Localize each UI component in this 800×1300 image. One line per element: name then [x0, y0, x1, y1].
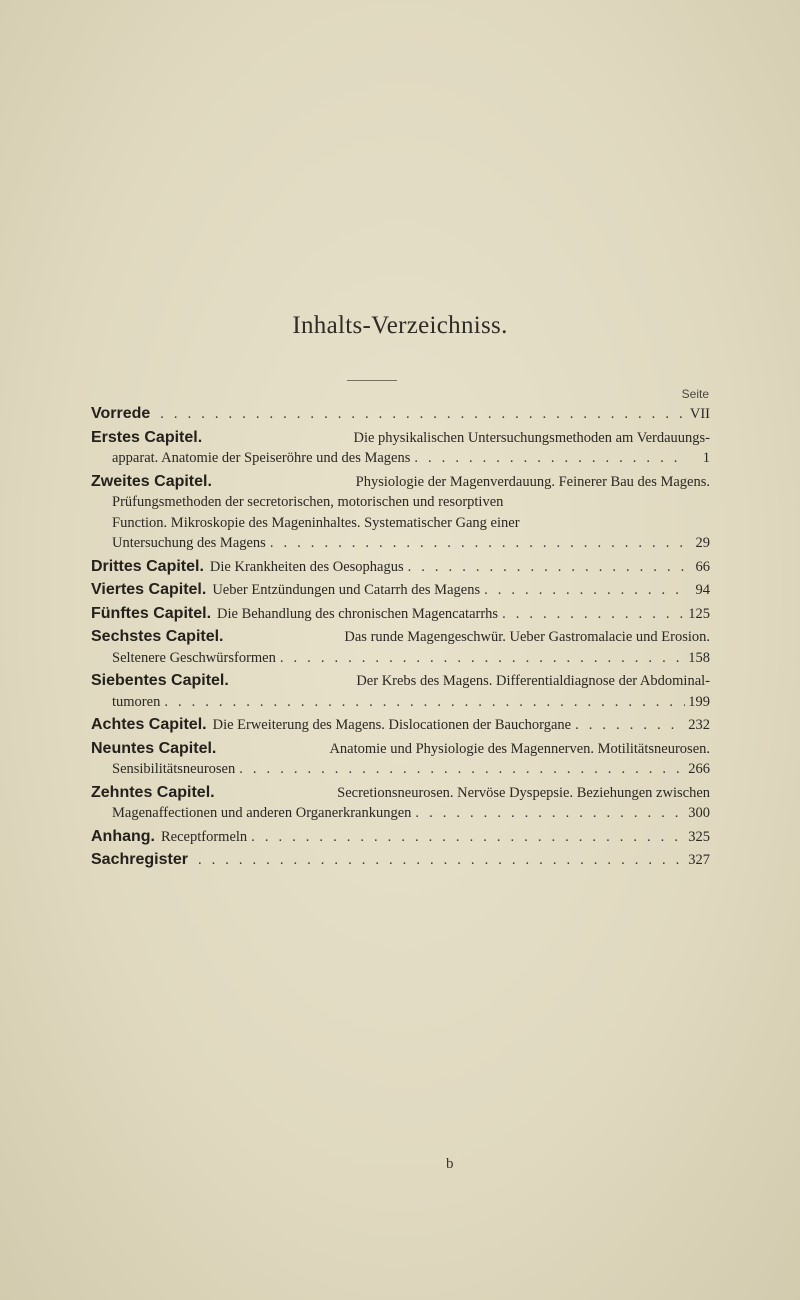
toc-entry-text: Physiologie der Magenverdauung. Feinerer Bau des Magens. [355, 473, 710, 490]
table-of-contents [91, 404, 710, 874]
toc-entry-text: Ueber Entzündungen und Catarrh des Magens [212, 582, 481, 598]
toc-page-number: 94 [695, 582, 710, 598]
toc-entry [91, 472, 710, 554]
toc-entry-text: Die Erweiterung des Magens. Dislocationen der Bauchorgane [212, 717, 572, 733]
toc-entry [91, 627, 710, 668]
toc-entry-text: Die Behandlung des chronischen Magencatarrhs [217, 605, 499, 622]
toc-entry [91, 580, 710, 601]
toc-entry-text: Untersuchung des Magens [112, 535, 266, 551]
toc-entry-text: Magenaffectionen und anderen Organerkrankungen [112, 805, 412, 821]
toc-entry [91, 604, 710, 625]
toc-entry-line [91, 513, 710, 534]
toc-chapter-heading: Vorrede [91, 405, 151, 422]
toc-page-number: 232 [688, 717, 710, 733]
toc-page-number: 158 [688, 649, 710, 666]
toc-entry-text: Die Krankheiten des Oesophagus [209, 558, 404, 575]
toc-entry [91, 671, 710, 712]
toc-chapter-heading: Sechstes Capitel. [91, 628, 224, 645]
dot-leader [251, 827, 685, 848]
toc-entry-line [91, 557, 710, 578]
toc-entry-text: Das runde Magengeschwür. Ueber Gastromalacie und Erosion. [344, 629, 710, 645]
dot-leader [415, 803, 685, 824]
toc-chapter-heading: Neuntes Capitel. [91, 739, 217, 757]
toc-chapter-heading: Zehntes Capitel. [91, 783, 215, 801]
signature-mark: b [446, 1156, 454, 1172]
toc-entry [91, 827, 710, 848]
toc-page-number: 325 [688, 828, 710, 845]
toc-entry [91, 428, 710, 469]
toc-page-number: 327 [688, 852, 710, 868]
toc-entry-line [91, 850, 710, 871]
toc-chapter-heading: Achtes Capitel. [91, 716, 207, 733]
toc-entry-text: Seltenere Geschwürsformen [112, 649, 276, 666]
toc-chapter-heading: Zweites Capitel. [91, 472, 212, 490]
toc-entry [91, 783, 710, 824]
toc-entry-line [91, 492, 710, 513]
toc-entry-line [91, 428, 710, 449]
dot-leader [484, 580, 685, 601]
toc-entry-text: Prüfungsmethoden der secretorischen, motorischen und resorptiven [112, 494, 504, 510]
toc-entry-text: Sensibilitätsneurosen [112, 761, 236, 777]
page-title: Inhalts-Verzeichniss. [292, 312, 508, 339]
toc-page-number: 125 [688, 605, 710, 622]
toc-entry-line [91, 627, 710, 648]
toc-entry [91, 715, 710, 736]
toc-entry-text: apparat. Anatomie der Speiseröhre und des Magens [112, 450, 411, 466]
toc-page-number: 300 [688, 805, 710, 821]
title-rule [347, 380, 397, 381]
toc-entry-text: Function. Mikroskopie des Mageninhaltes. Systematischer Gang einer [112, 514, 520, 531]
toc-entry-line [91, 671, 710, 692]
dot-leader [575, 715, 685, 736]
toc-entry-line [91, 739, 710, 760]
toc-entry-line [91, 759, 710, 780]
toc-chapter-heading: Fünftes Capitel. [91, 604, 212, 622]
toc-entry-line [91, 783, 710, 804]
dot-leader [280, 648, 685, 669]
toc-entry-line [91, 692, 710, 713]
toc-entry-line [91, 604, 710, 625]
toc-entry-line [91, 472, 710, 493]
page-column-header: Seite [681, 387, 709, 401]
toc-entry-text: Der Krebs des Magens. Differentialdiagnose der Abdominal- [356, 673, 710, 689]
toc-page-number: VII [689, 406, 710, 422]
toc-page-number: 66 [695, 558, 710, 575]
dot-leader [270, 533, 685, 554]
toc-entry-text: tumoren [112, 693, 161, 710]
dot-leader [502, 604, 685, 625]
dot-leader [408, 557, 685, 578]
toc-chapter-heading: Sachregister [91, 851, 188, 868]
toc-entry [91, 850, 710, 871]
dot-leader [239, 759, 685, 780]
toc-entry-line [91, 827, 710, 848]
dot-leader [164, 692, 685, 713]
toc-entry-line [91, 803, 710, 824]
toc-entry [91, 739, 710, 780]
toc-chapter-heading: Viertes Capitel. [91, 581, 207, 598]
toc-page-number: 29 [695, 535, 710, 551]
toc-entry-line [91, 533, 710, 554]
toc-entry-line [91, 404, 710, 425]
toc-entry-text: Die physikalischen Untersuchungsmethoden am Verdauungs- [353, 429, 710, 446]
toc-entry-line [91, 715, 710, 736]
toc-entry-text: Receptformeln [161, 828, 248, 845]
toc-chapter-heading: Drittes Capitel. [91, 557, 204, 575]
toc-chapter-heading: Siebentes Capitel. [91, 672, 229, 689]
toc-page-number: 199 [688, 693, 710, 710]
toc-page-number: 1 [702, 450, 710, 466]
toc-entry-line [91, 448, 710, 469]
toc-chapter-heading: Anhang. [91, 827, 155, 845]
dot-leader [414, 448, 685, 469]
toc-entry [91, 557, 710, 578]
dot-leader [160, 404, 685, 425]
toc-entry-text: Anatomie und Physiologie des Magennerven. Motilitätsneurosen. [329, 740, 710, 757]
toc-chapter-heading: Erstes Capitel. [91, 428, 203, 446]
toc-entry [91, 404, 710, 425]
toc-page-number: 266 [688, 761, 710, 777]
toc-entry-text: Secretionsneurosen. Nervöse Dyspepsie. Beziehungen zwischen [337, 784, 710, 801]
toc-entry-line [91, 648, 710, 669]
dot-leader [198, 850, 685, 871]
toc-entry-line [91, 580, 710, 601]
